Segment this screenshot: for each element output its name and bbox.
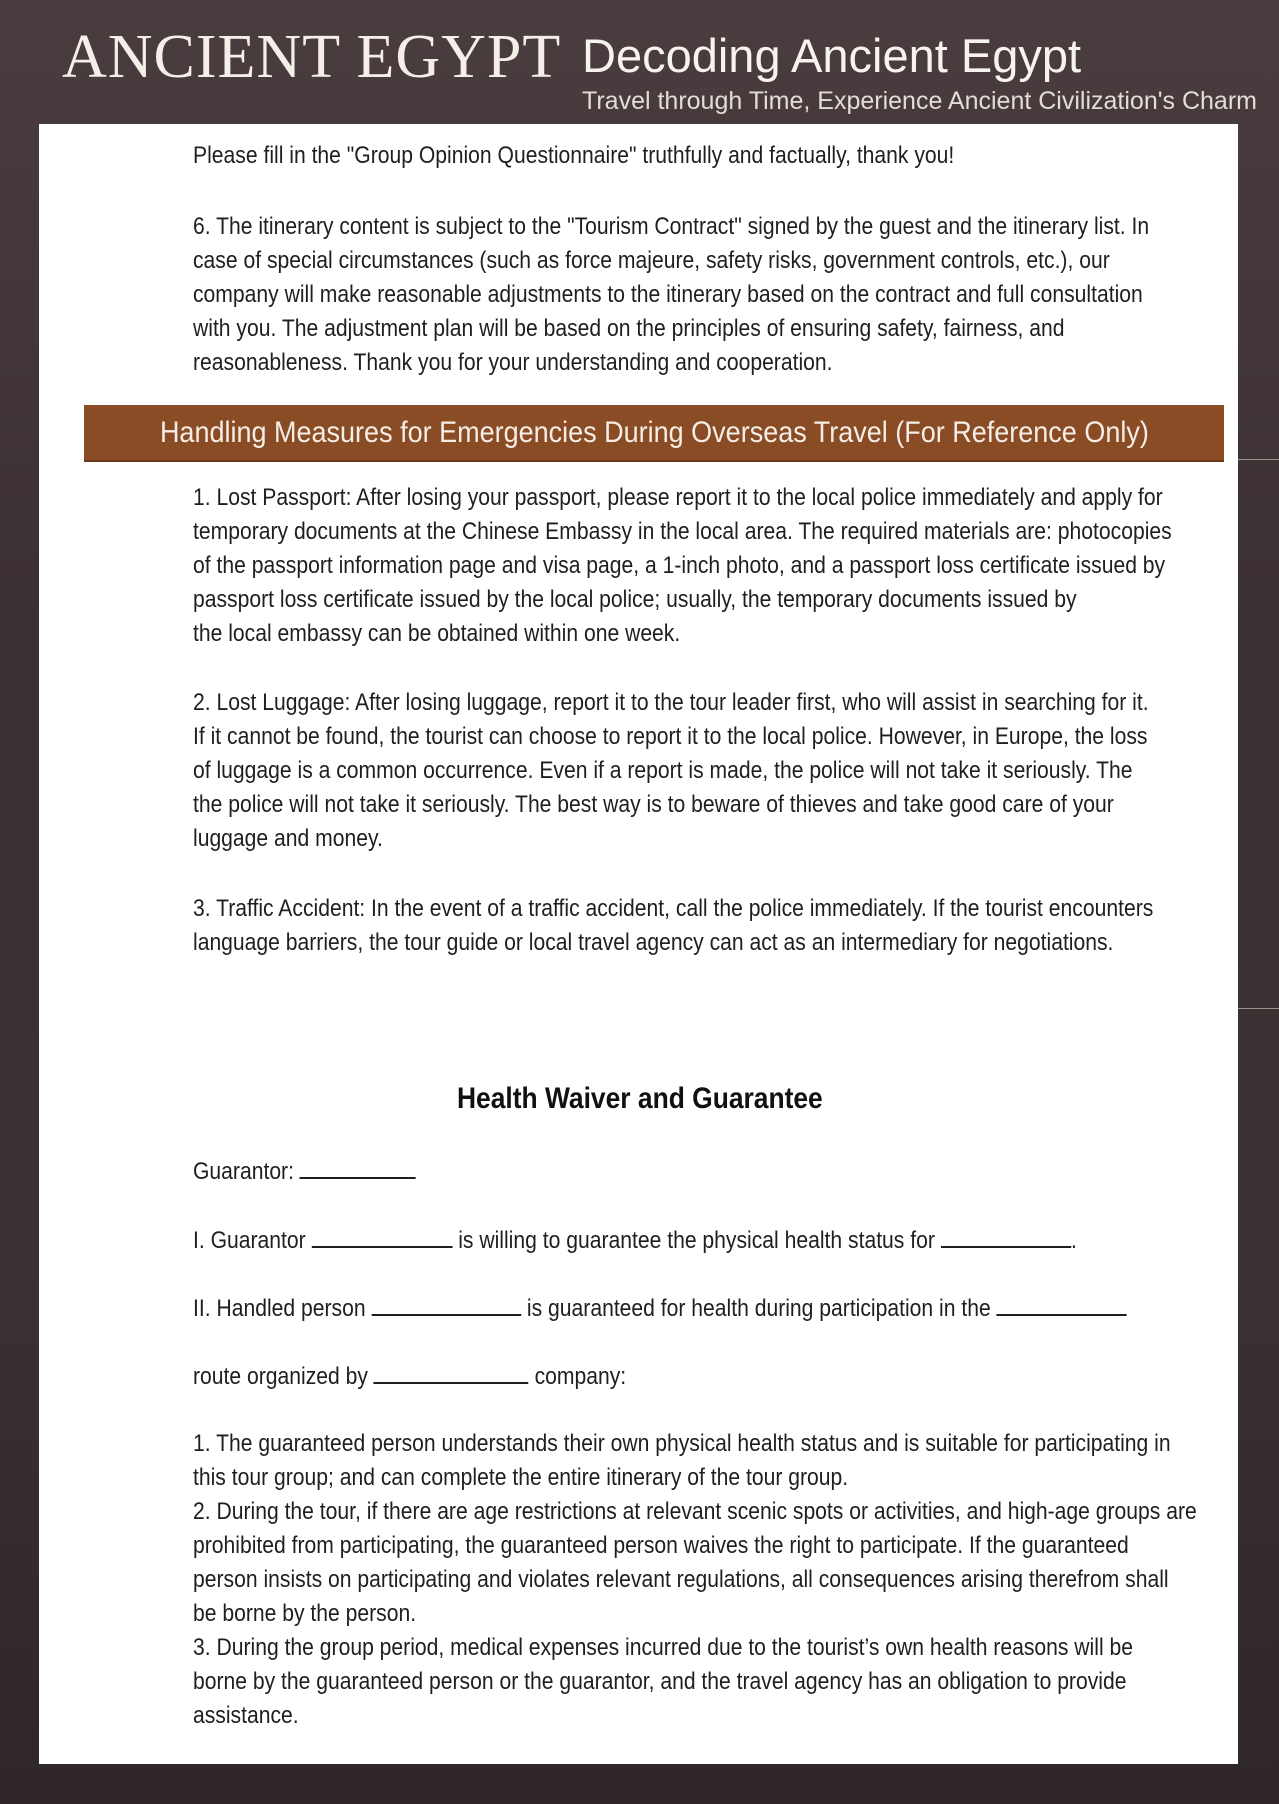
traffic-accident-item [193,892,1154,960]
handled-person-blank[interactable] [371,1290,521,1316]
guarantor-blank[interactable] [312,1222,453,1248]
company-blank[interactable] [374,1358,529,1384]
text-line: company will make reasonable adjustments to the itinerary based on the contract and full consultation [193,281,1143,308]
guarantee-line-3 [193,1358,1073,1394]
text-line: case of special circumstances (such as force majeure, safety risks, government controls, etc.), our [193,247,1110,274]
text-line: language barriers, the tour guide or local travel agency can act as an intermediary for negotiations. [193,929,1114,956]
page-subtitle: Travel through Time, Experience Ancient Civilization's Charm [582,87,1257,115]
text-line: this tour group; and can complete the entire itinerary of the tour group. [193,1464,849,1491]
emergency-section-heading: Handling Measures for Emergencies During Overseas Travel (For Reference Only) [159,416,1149,449]
text-line: 2. Lost Luggage: After losing luggage, report it to the tour leader first, who will assist in searching for it. [193,689,1149,716]
text-line: 6. The itinerary content is subject to the "Tourism Contract" signed by the guest and the itinerary list. In [193,213,1150,240]
text-line: 1. Lost Passport: After losing your passport, please report it to the local police immediately and apply for [193,484,1163,511]
text-line: assistance. [193,1702,299,1729]
background-rule-line [1235,459,1279,460]
text-line: of luggage is a common occurrence. Even if a report is made, the police will not take it seriously. The [193,757,1133,784]
guarantee-line-2 [193,1290,1073,1326]
page-header [0,0,1279,124]
background-rule-line [1235,1008,1279,1009]
text-line: prohibited from participating, the guaranteed person waives the right to participate. If the guaranteed [193,1532,1129,1559]
text-line: person insists on participating and violates relevant regulations, all consequences arising therefrom shall [193,1566,1169,1593]
guarantor-label: Guarantor: [193,1158,294,1185]
text-line: is guaranteed for health during participation in the [526,1295,991,1322]
text-line: is willing to guarantee the physical health status for [458,1227,935,1254]
text-line: company: [534,1363,627,1390]
text-line: If it cannot be found, the tourist can choose to report it to the local police. However, in Europe, the loss [193,723,1148,750]
waiver-heading [0,1082,1279,1116]
text-line: borne by the guaranteed person or the guarantor, and the travel agency has an obligation to provide [193,1668,1127,1695]
route-blank[interactable] [997,1290,1127,1316]
text-line: I. Guarantor [193,1227,306,1254]
text-line: be borne by the person. [193,1600,417,1627]
lost-luggage-item [193,686,1149,856]
brand-logo-text: ANCIENT EGYPT [62,23,562,91]
guarantor-line [193,1153,1073,1189]
lost-passport-item [193,481,1172,651]
text-line: luggage and money. [193,825,383,852]
text-line: 2. During the tour, if there are age restrictions at relevant scenic spots or activities, and high-age groups are [193,1498,1197,1525]
text-line: passport loss certificate issued by the local police; usually, the temporary documents issued by [193,586,1077,613]
page-title: Decoding Ancient Egypt [582,29,1082,82]
itinerary-clause-6 [193,210,1150,380]
text-line: the police will not take it seriously. The best way is to beware of thieves and take good care of your [193,791,1114,818]
text-line: reasonableness. Thank you for your understanding and cooperation. [193,349,833,376]
text-line: 3. During the group period, medical expenses incurred due to the tourist’s own health reasons will be [193,1634,1134,1661]
text-line: route organized by [193,1363,368,1390]
waiver-terms [193,1427,1197,1733]
guaranteed-person-blank[interactable] [941,1222,1071,1248]
guarantor-name-blank[interactable] [300,1153,416,1179]
guarantee-line-1 [193,1222,1077,1258]
waiver-heading-text: Health Waiver and Guarantee [456,1082,823,1115]
questionnaire-note [193,139,1073,173]
text-line: II. Handled person [193,1295,366,1322]
text-line: Please fill in the "Group Opinion Questionnaire" truthfully and factually, thank you! [193,142,955,169]
text-line: . [1070,1227,1077,1254]
text-line: of the passport information page and visa page, a 1-inch photo, and a passport loss certificate issued by [193,552,1166,579]
text-line: with you. The adjustment plan will be based on the principles of ensuring safety, fairness, and [193,315,1065,342]
text-line: temporary documents at the Chinese Embassy in the local area. The required materials are: photocopies [193,518,1172,545]
emergency-section-banner [84,405,1224,462]
text-line: 1. The guaranteed person understands their own physical health status and is suitable for participating in [193,1430,1171,1457]
text-line: 3. Traffic Accident: In the event of a traffic accident, call the police immediately. If the tourist encounters [193,895,1154,922]
text-line: the local embassy can be obtained within one week. [193,620,681,647]
